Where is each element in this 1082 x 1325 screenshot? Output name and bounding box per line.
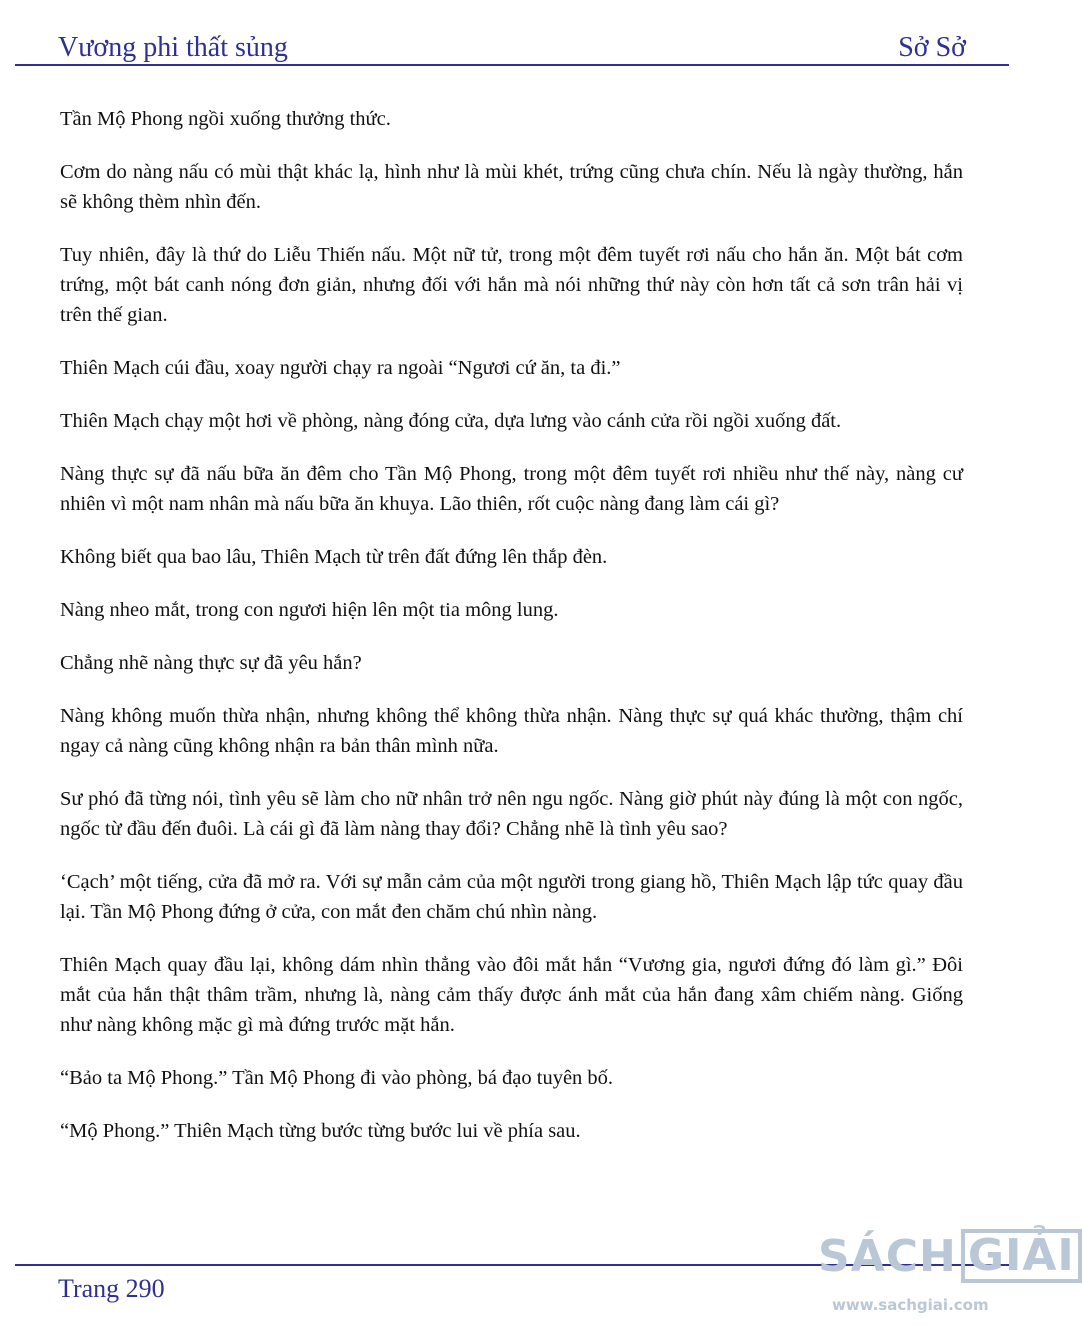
book-title: Vương phi thất sủng [58, 32, 288, 63]
watermark-logo-left: SÁCH [818, 1230, 957, 1282]
page-number: Trang 290 [58, 1274, 165, 1303]
paragraph: ‘Cạch’ một tiếng, cửa đã mở ra. Với sự mẫn cảm của một người trong giang hồ, Thiên Mạch lập tức quay đầu lại. Tần Mộ Phong đứng ở cửa, con mắt đen chăm chú nhìn nàng. [60, 871, 963, 923]
paragraph: Sư phó đã từng nói, tình yêu sẽ làm cho nữ nhân trở nên ngu ngốc. Nàng giờ phút này đúng là một con ngốc, ngốc từ đầu đến đuôi. Là cái gì đã làm nàng thay đổi? Chẳng nhẽ là tình yêu sao? [60, 788, 963, 840]
author-name: Sở Sở [898, 32, 966, 63]
paragraph: Chẳng nhẽ nàng thực sự đã yêu hắn? [60, 652, 362, 674]
watermark-logo [818, 1228, 1082, 1284]
paragraph: “Bảo ta Mộ Phong.” Tần Mộ Phong đi vào phòng, bá đạo tuyên bố. [60, 1067, 614, 1089]
page-header [58, 22, 966, 62]
paragraph: Thiên Mạch quay đầu lại, không dám nhìn thẳng vào đôi mắt hắn “Vương gia, ngươi đứng đó làm gì.” Đôi mắt của hắn thật thâm trầm, nhưng là, nàng cảm thấy được ánh mắt của hắn đang xâm chiếm nàng. Giống như nàng không mặc gì mà đứng trước mặt hắn. [60, 954, 963, 1036]
paragraph: Tuy nhiên, đây là thứ do Liễu Thiến nấu. Một nữ tử, trong một đêm tuyết rơi nấu cho hắn ăn. Một bát cơm trứng, một bát canh nóng đơn giản, nhưng đối với hắn mà nói những thứ này còn hơn tất cả sơn trân hải vị trên thế gian. [60, 244, 963, 326]
watermark-logo-right: GIẢI [961, 1229, 1082, 1283]
paragraph: Thiên Mạch cúi đầu, xoay người chạy ra ngoài “Ngươi cứ ăn, ta đi.” [60, 357, 621, 379]
watermark [818, 1228, 1075, 1323]
paragraph: Cơm do nàng nấu có mùi thật khác lạ, hình như là mùi khét, trứng cũng chưa chín. Nếu là ngày thường, hắn sẽ không thèm nhìn đến. [60, 161, 963, 213]
paragraph: Tần Mộ Phong ngồi xuống thưởng thức. [60, 108, 391, 130]
paragraph: “Mộ Phong.” Thiên Mạch từng bước từng bước lui về phía sau. [60, 1120, 581, 1142]
paragraph: Không biết qua bao lâu, Thiên Mạch từ trên đất đứng lên thắp đèn. [60, 546, 608, 568]
header-divider [15, 64, 1009, 66]
paragraph: Nàng nheo mắt, trong con ngươi hiện lên một tia mông lung. [60, 599, 559, 621]
watermark-url: www.sachgiai.com [832, 1296, 989, 1314]
page-body [60, 104, 963, 1169]
paragraph: Nàng không muốn thừa nhận, nhưng không thể không thừa nhận. Nàng thực sự quá khác thường, thậm chí ngay cả nàng cũng không nhận ra bản thân mình nữa. [60, 705, 963, 757]
paragraph: Thiên Mạch chạy một hơi về phòng, nàng đóng cửa, dựa lưng vào cánh cửa rồi ngồi xuống đất. [60, 410, 842, 432]
paragraph: Nàng thực sự đã nấu bữa ăn đêm cho Tần Mộ Phong, trong một đêm tuyết rơi nhiều như thế này, nàng cư nhiên vì một nam nhân mà nấu bữa ăn khuya. Lão thiên, rốt cuộc nàng đang làm cái gì? [60, 463, 963, 515]
